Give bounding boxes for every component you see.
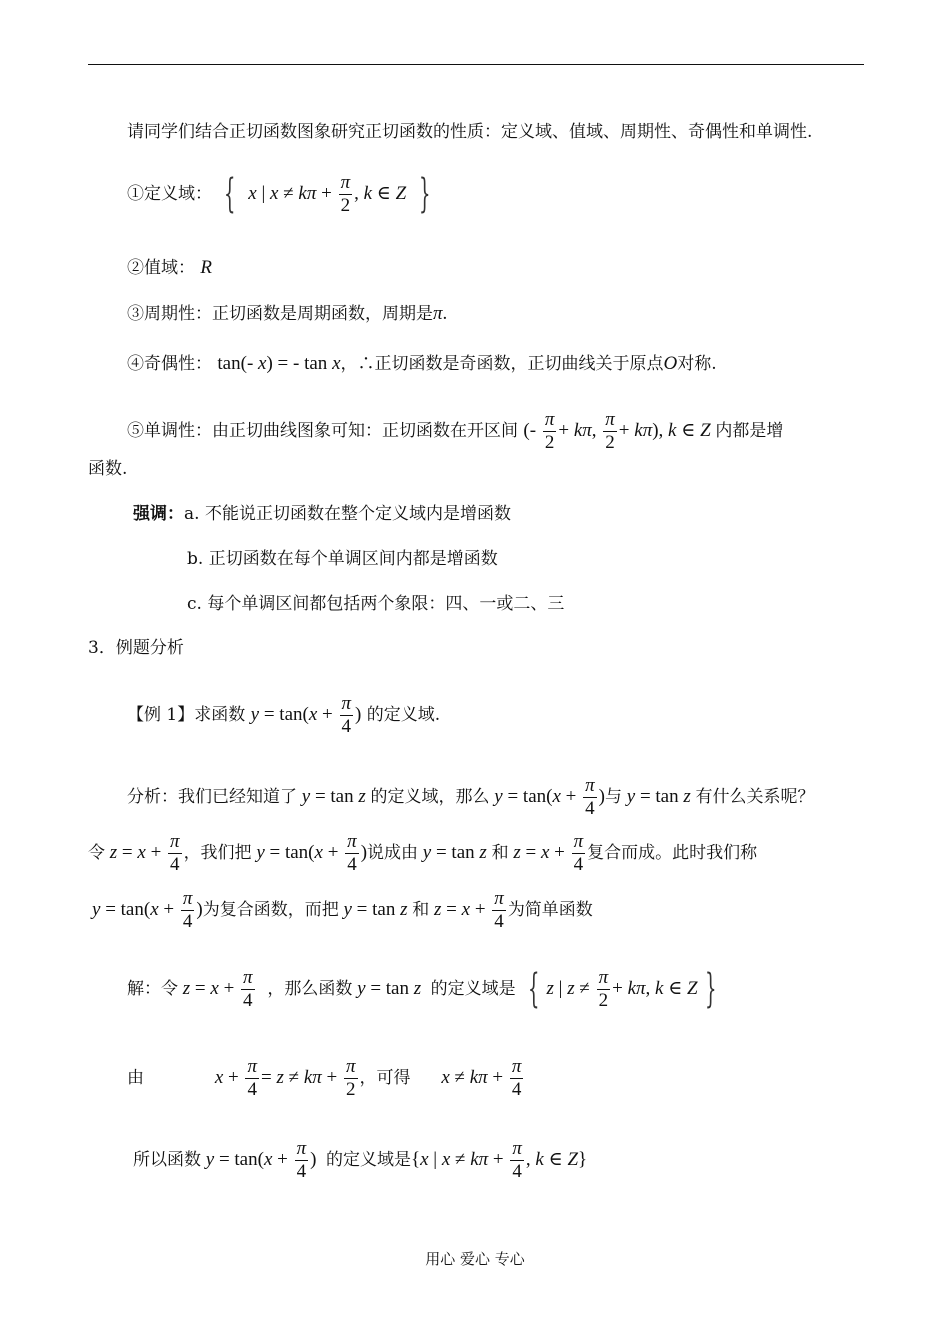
page-footer: 用心 爱心 专心: [425, 1250, 525, 1268]
emphasis-b: b. 正切函数在每个单调区间内都是增函数: [187, 549, 498, 569]
fraction-pi-over-2: $\frac{\pi}{2}$: [340, 172, 351, 216]
property-period: ③周期性：正切函数是周期函数，周期是π.: [127, 303, 448, 324]
domain-formula: x | x ≠ kπ +: [248, 182, 337, 204]
property-monotonic: ⑤单调性：由正切曲线图象可知：正切函数在开区间 (- $\frac{\pi}{2}$ + kπ, $\frac{\pi}{2}$ + kπ), k ∈ Z 内都是增: [127, 409, 784, 453]
derivation-line: 由 x + $\frac{\pi}{4}$ = z ≠ kπ + $\frac{\pi}{2}$ ，可得 x ≠ kπ + $\frac{\pi}{4}$: [127, 1056, 522, 1100]
analysis-line-3: y = tan(x + $\frac{\pi}{4}$ )为复合函数，而把 y = tan z 和 z = x + $\frac{\pi}{4}$ 为简单函数: [92, 888, 593, 932]
parity-formula: tan(- x) = - tan x: [217, 353, 341, 374]
property-range: ②值域： R: [127, 257, 213, 278]
intro-text: 请同学们结合正切函数图象研究正切函数的性质：定义域、值域、周期性、奇偶性和单调性.: [127, 122, 813, 142]
left-brace: {: [224, 171, 236, 218]
example-1: 【例 1】求函数 y = tan(x + $\frac{\pi}{4}$ ) 的定义域.: [127, 693, 441, 737]
range-value: R: [200, 257, 213, 278]
conclusion-line: 所以函数 y = tan(x + $\frac{\pi}{4}$ ) 的定义域是{x | x ≠ kπ + $\frac{\pi}{4}$ , k ∈ Z}: [133, 1138, 588, 1182]
analysis-line-2: 令 z = x + $\frac{\pi}{4}$ ，我们把 y = tan(x + $\frac{\pi}{4}$ )说成由 y = tan z 和 z = x + $\frac{\pi}{4}$ 复合而成。此时我们称: [88, 831, 758, 875]
analysis-line-1: 分析：我们已经知道了 y = tan z 的定义域，那么 y = tan(x + $\frac{\pi}{4}$ )与 y = tan z 有什么关系呢？: [127, 775, 815, 819]
header-rule: [88, 64, 864, 65]
emphasis-a: 强调：a. 不能说正切函数在整个定义域内是增函数: [133, 504, 511, 524]
monotonic-continued: 函数.: [88, 459, 128, 479]
property-parity: ④奇偶性： tan(- x) = - tan x，∴正切函数是奇函数，正切曲线关于原点O对称.: [127, 353, 717, 374]
right-brace: }: [418, 171, 431, 218]
emphasis-c: c. 每个单调区间都包括两个象限：四、一或二、三: [187, 594, 565, 614]
property-domain: ①定义域： { x | x ≠ kπ + $\frac{\pi}{2}$ , k ∈ Z }: [127, 171, 431, 218]
section-heading: 3．例题分析: [88, 638, 184, 658]
solution-line: 解：令 z = x + $\frac{\pi}{4}$ ，那么函数 y = tan z 的定义域是 { z | z ≠ $\frac{\pi}{2}$ + kπ, k ∈ Z }: [127, 966, 717, 1013]
